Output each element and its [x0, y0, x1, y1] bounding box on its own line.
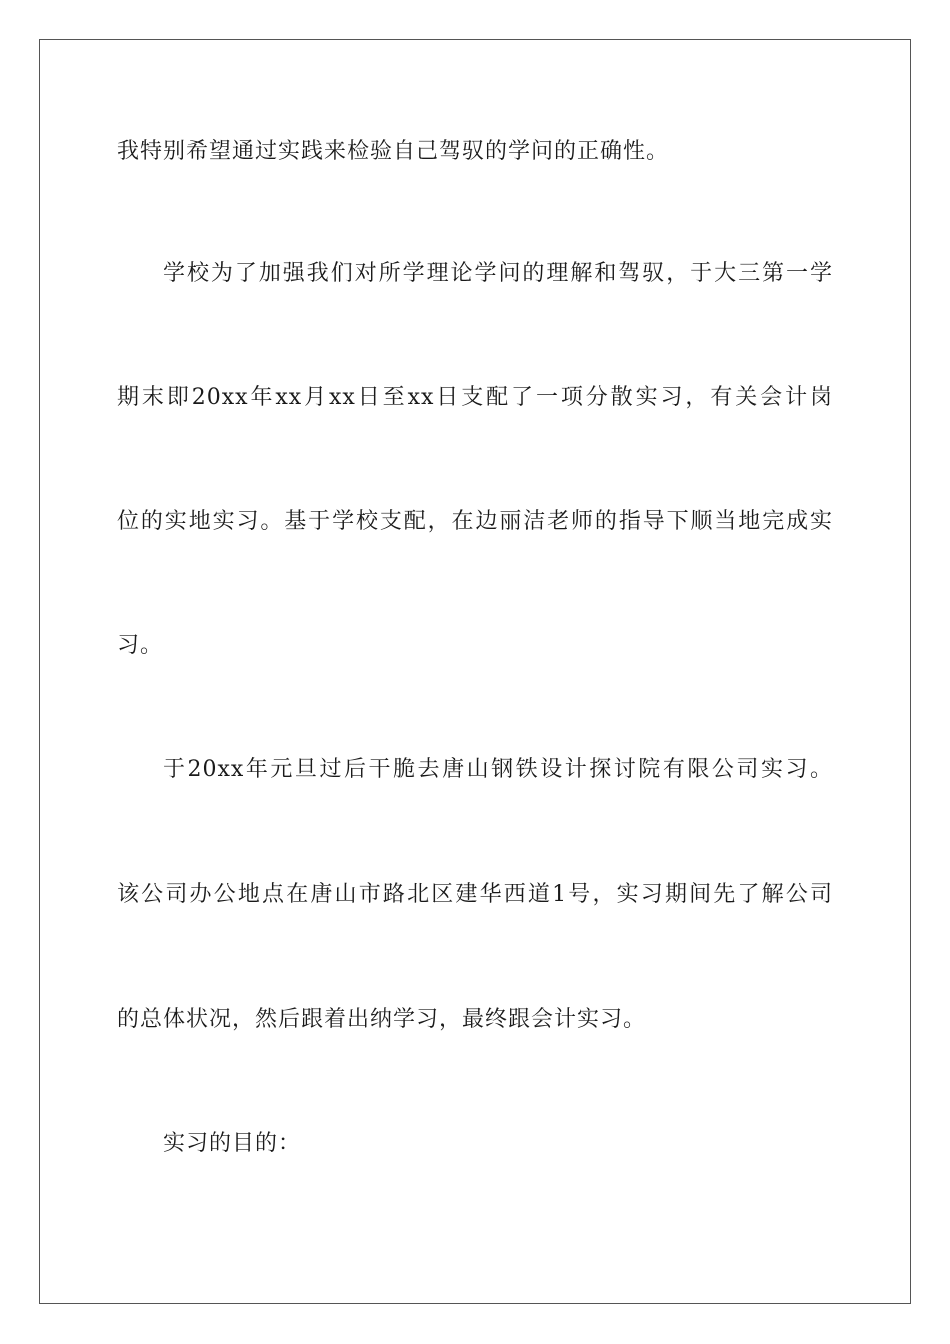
text-line-1: 我特别希望通过实践来检验自己驾驭的学问的正确性。 [117, 139, 670, 164]
page-border [39, 39, 911, 1304]
text-line-6: 于20xx年元旦过后干脆去唐山钢铁设计探讨院有限公司实习。 [163, 757, 833, 782]
text-line-2: 学校为了加强我们对所学理论学问的理解和驾驭，于大三第一学 [163, 261, 833, 286]
text-line-3: 期末即20xx年xx月xx日至xx日支配了一项分散实习，有关会计岗 [117, 385, 833, 410]
text-line-4: 位的实地实习。基于学校支配，在边丽洁老师的指导下顺当地完成实 [117, 509, 833, 534]
text-line-7: 该公司办公地点在唐山市路北区建华西道1号，实习期间先了解公司 [117, 882, 833, 907]
text-line-8: 的总体状况，然后跟着出纳学习，最终跟会计实习。 [117, 1007, 647, 1032]
text-line-5: 习。 [117, 633, 164, 658]
text-line-9: 实习的目的： [163, 1131, 302, 1156]
